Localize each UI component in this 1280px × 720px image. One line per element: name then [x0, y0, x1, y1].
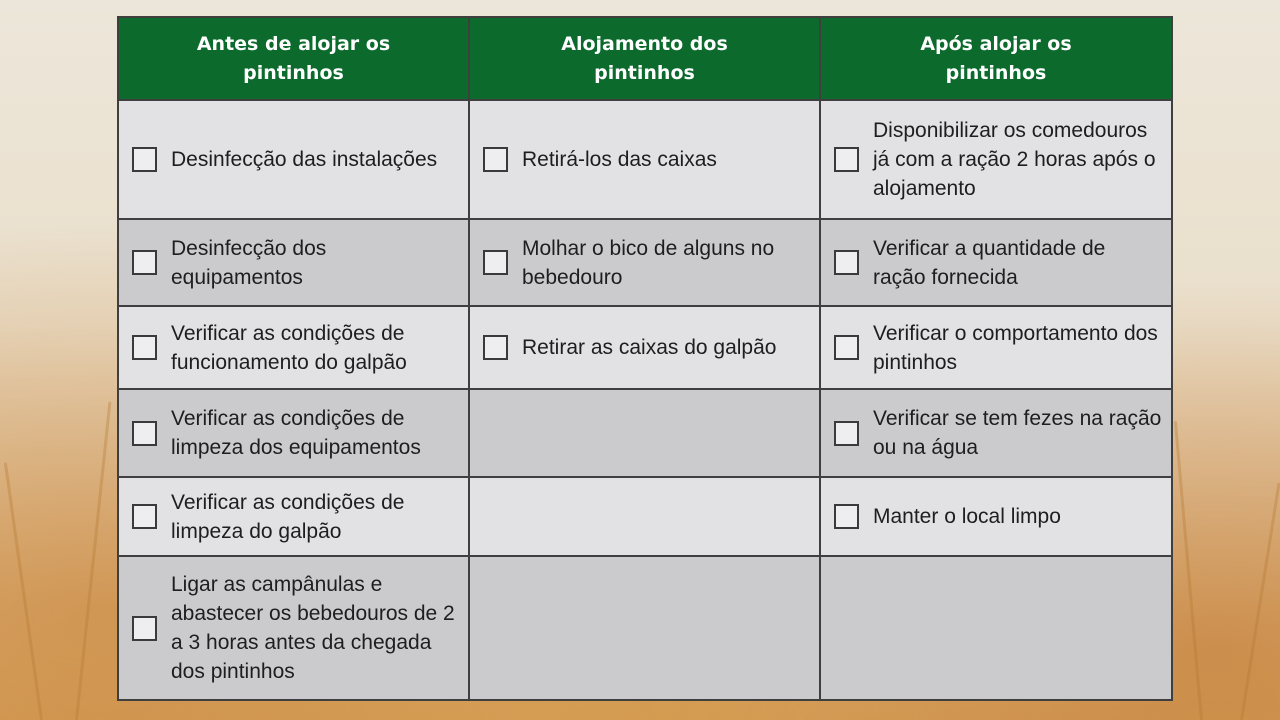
table-cell [820, 219, 1172, 306]
item-label: Desinfecção dos equipamentos [171, 236, 327, 289]
checklist-item[interactable] [821, 404, 1171, 462]
item-label: Retirar as caixas do galpão [522, 336, 777, 359]
checkbox[interactable] [132, 504, 157, 529]
item-label: Desinfecção das instalações [171, 148, 438, 171]
checklist-item[interactable] [821, 234, 1171, 292]
checklist-item[interactable] [119, 488, 468, 546]
table-row [118, 219, 1172, 306]
item-label: Verificar as condições de limpeza do galpão [171, 490, 405, 543]
checklist-item[interactable] [470, 145, 819, 174]
column-header-apos [820, 17, 1172, 100]
table-row [118, 556, 1172, 700]
item-label: Retirá-los das caixas [522, 148, 717, 171]
table-cell [469, 100, 820, 219]
checklist-item[interactable] [119, 234, 468, 292]
checkbox[interactable] [834, 504, 859, 529]
checklist-item[interactable] [470, 333, 819, 362]
item-label: Verificar o comportamento dos pintinhos [873, 321, 1158, 374]
header-row [118, 17, 1172, 100]
checkbox[interactable] [834, 147, 859, 172]
column-header-antes [118, 17, 469, 100]
checkbox[interactable] [834, 250, 859, 275]
checkbox[interactable] [483, 250, 508, 275]
item-label: Verificar se tem fezes na ração ou na água [873, 407, 1162, 459]
table-cell-empty [469, 477, 820, 556]
checkbox[interactable] [132, 250, 157, 275]
checklist-item[interactable] [470, 234, 819, 292]
table-cell [118, 100, 469, 219]
background-stalk [1174, 421, 1203, 720]
table-cell [118, 306, 469, 389]
checklist-item[interactable] [119, 319, 468, 377]
table-cell [469, 306, 820, 389]
column-header-alojamento [469, 17, 820, 100]
column-header-label: Antes de alojar os pintinhos [196, 32, 391, 84]
table-cell [118, 219, 469, 306]
checkbox[interactable] [132, 421, 157, 446]
checklist-item[interactable] [821, 116, 1171, 203]
item-label: Verificar a quantidade de ração fornecida [873, 236, 1106, 289]
item-label: Manter o local limpo [873, 505, 1061, 528]
checkbox[interactable] [834, 335, 859, 360]
table-cell-empty [469, 556, 820, 700]
item-label: Verificar as condições de limpeza dos equipamentos [171, 407, 421, 459]
table-row [118, 389, 1172, 477]
table-cell-empty [820, 556, 1172, 700]
table-cell [469, 219, 820, 306]
checklist-table [117, 16, 1173, 701]
checkbox[interactable] [132, 147, 157, 172]
table-cell-empty [469, 389, 820, 477]
background-stalk [75, 402, 111, 720]
table-cell [820, 306, 1172, 389]
item-label: Molhar o bico de alguns no bebedouro [522, 236, 775, 289]
table-cell [118, 389, 469, 477]
checklist-item[interactable] [821, 502, 1171, 531]
checklist-item[interactable] [119, 570, 468, 686]
checkbox[interactable] [834, 421, 859, 446]
checklist-item[interactable] [119, 145, 468, 174]
column-header-label: Após alojar os pintinhos [920, 32, 1072, 84]
table-cell [118, 477, 469, 556]
item-label: Ligar as campânulas e abastecer os bebedouros de 2 a 3 horas antes da chegada dos pintinhos [171, 573, 455, 683]
item-label: Disponibilizar os comedouros já com a ração 2 horas após o alojamento [873, 119, 1156, 200]
table-cell [820, 100, 1172, 219]
table-row [118, 100, 1172, 219]
background-stalk [4, 462, 43, 720]
table-row [118, 306, 1172, 389]
table-cell [820, 477, 1172, 556]
column-header-label: Alojamento dos pintinhos [561, 32, 728, 84]
background-stalk [1240, 483, 1280, 720]
checkbox[interactable] [132, 616, 157, 641]
checklist-item[interactable] [821, 319, 1171, 377]
checkbox[interactable] [483, 147, 508, 172]
item-label: Verificar as condições de funcionamento do galpão [171, 321, 407, 374]
table-row [118, 477, 1172, 556]
checkbox[interactable] [483, 335, 508, 360]
checkbox[interactable] [132, 335, 157, 360]
checklist-item[interactable] [119, 404, 468, 462]
table-cell [118, 556, 469, 700]
table-cell [820, 389, 1172, 477]
